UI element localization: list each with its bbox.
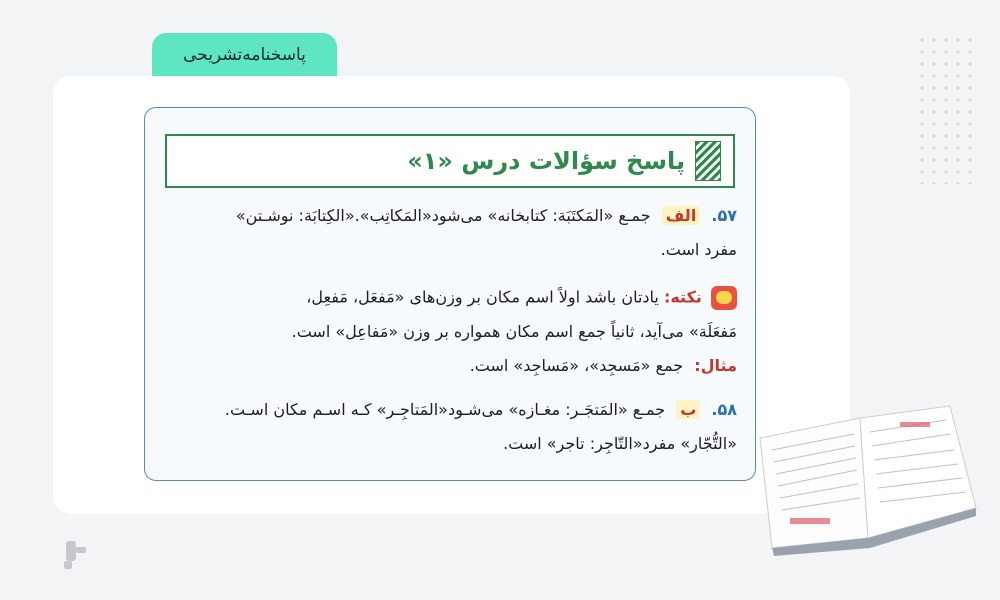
lesson-title-box: [165, 134, 735, 188]
title-stripe-icon: [695, 141, 721, 181]
q58-line-2: [503, 434, 737, 454]
note-text-2: مَفعَلَة» می‌آید، ثانیاً جمع اسم مکان همواره بر وزن «مَفاعِل» است.: [291, 322, 737, 341]
q57-line-1: [236, 206, 737, 226]
note-text-1: یادتان باشد اولاً اسم مکان بر وزن‌های «مَفعَل، مَفعِل،: [306, 287, 659, 307]
q58-option: ب: [676, 400, 700, 419]
q57-line-2: [661, 240, 737, 260]
example-label: مثال:: [694, 356, 737, 375]
decorative-dots: [916, 34, 978, 184]
note-example-line: [470, 356, 737, 376]
q58-number: ۵۸.: [711, 400, 737, 419]
q58-text-1: جمـع «المَتجَـر: مغـازه» می‌شـود«المَتاجِـر» کـه اسـم مکان اسـت.: [224, 400, 666, 419]
lesson-title: پاسخ سؤالات درس «۱»: [407, 147, 685, 175]
q57-text-1: جمـع «المَکتَبَة: کتابخانه» می‌شود«المَکاتِب».«الکِتابَة: نوشـتن»: [235, 206, 651, 225]
note-line-1: [306, 286, 737, 310]
speech-bubble-icon: [711, 286, 737, 310]
note-label: نکته:: [663, 287, 702, 307]
answer-page: [144, 107, 756, 481]
example-text: جمع «مَسجِد»، «مَساجِد» است.: [469, 356, 684, 375]
q57-option: الف: [662, 206, 701, 225]
q58-text-2: «التُّجّار» مفرد«التّاجِر: تاجر» است.: [503, 434, 737, 453]
q58-line-1: [225, 400, 737, 420]
note-line-2: [292, 322, 737, 342]
q57-text-2: مفرد است.: [660, 240, 737, 259]
brand-logo: [56, 535, 96, 575]
open-book-image: [750, 398, 982, 558]
answer-sheet-tab: پاسخنامه‌تشریحی: [152, 33, 337, 77]
q57-number: ۵۷.: [711, 206, 737, 225]
